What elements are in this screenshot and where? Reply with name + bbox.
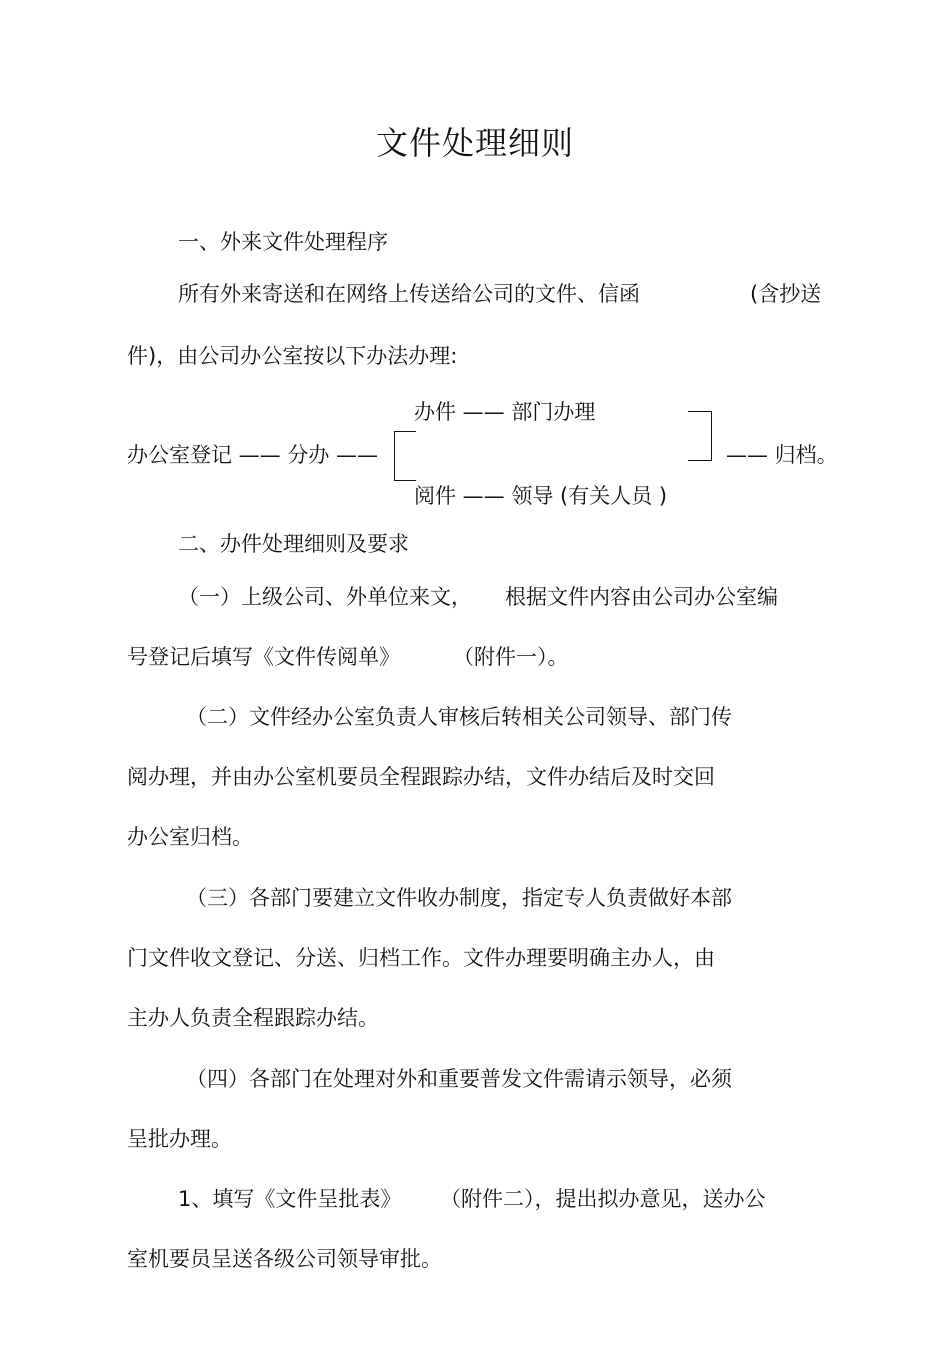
sub1-line2: 室机要员呈送各级公司领导审批。 [127, 1247, 442, 1271]
section1-para-line1-b: (含抄送 [750, 282, 822, 306]
flow-end: —— 归档。 [726, 443, 838, 467]
flow-branch-top: 办件 —— 部门办理 [414, 400, 596, 424]
item2-line3: 办公室归档。 [127, 825, 253, 849]
item1-line1-b: 根据文件内容由公司办公室编 [505, 585, 778, 609]
document-title: 文件处理细则 [375, 124, 574, 162]
item1-line2-b: （附件一）。 [453, 645, 569, 669]
section1-heading: 一、外来文件处理程序 [178, 230, 388, 254]
item3-line1: （三）各部门要建立文件收办制度，指定专人负责做好本部 [186, 886, 732, 910]
flow-right-bracket [688, 411, 712, 461]
item3-line2: 门文件收文登记、分送、归档工作。文件办理要明确主办人，由 [127, 946, 715, 970]
flow-branch-bottom: 阅件 —— 领导 (有关人员 ) [414, 484, 668, 508]
sub1-line1-b: （附件二），提出拟办意见，送办公 [440, 1187, 766, 1211]
item4-line2: 呈批办理。 [127, 1127, 232, 1151]
item2-line1: （二）文件经办公室负责人审核后转相关公司领导、部门传 [186, 705, 732, 729]
flow-left-bracket [394, 431, 416, 481]
flow-start: 办公室登记 —— 分办 —— [127, 443, 379, 467]
item2-line2: 阅办理，并由办公室机要员全程跟踪办结，文件办结后及时交回 [127, 765, 715, 789]
section1-para-line2: 件)，由公司办公室按以下办法办理: [127, 344, 458, 368]
item1-line2-a: 号登记后填写《文件传阅单》 [127, 645, 400, 669]
section1-para-line1-a: 所有外来寄送和在网络上传送给公司的文件、信函 [178, 282, 640, 306]
sub1-line1-a: 1、填写《文件呈批表》 [178, 1187, 402, 1211]
item4-line1: （四）各部门在处理对外和重要普发文件需请示领导，必须 [186, 1067, 732, 1091]
item3-line3: 主办人负责全程跟踪办结。 [127, 1006, 379, 1030]
item1-line1-a: （一）上级公司、外单位来文， [178, 585, 472, 609]
section2-heading: 二、办件处理细则及要求 [178, 532, 409, 556]
